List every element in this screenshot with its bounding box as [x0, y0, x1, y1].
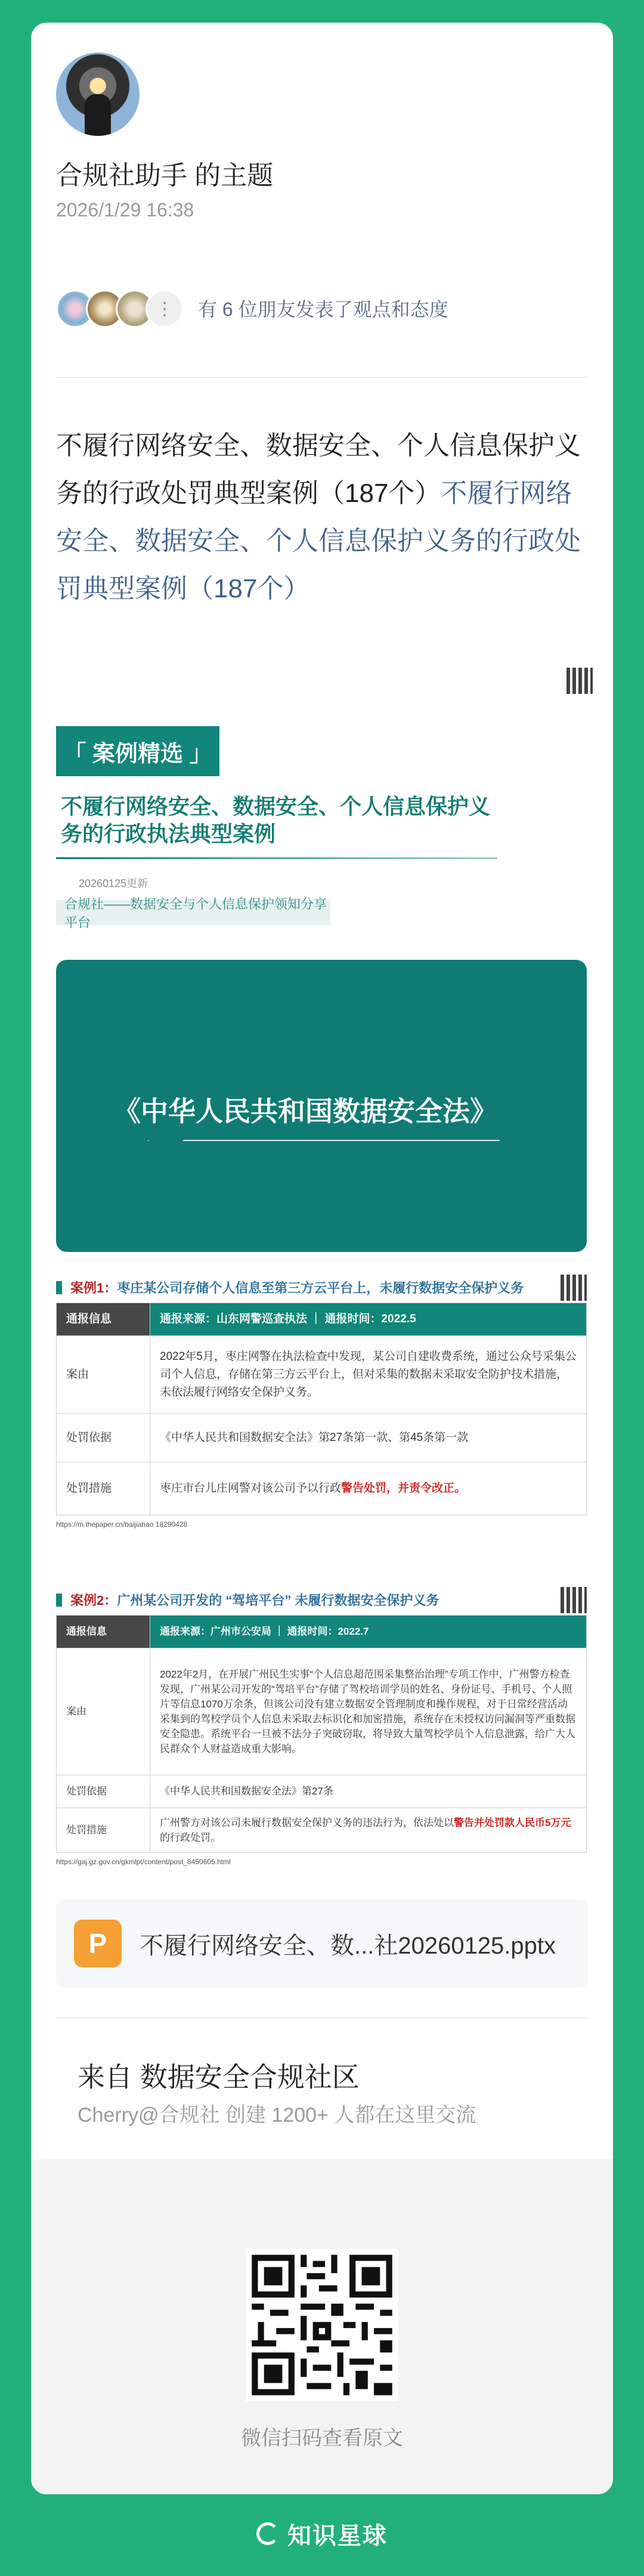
slide-heading: 不履行网络安全、数据安全、个人信息保护义务的行政执法典型案例 [61, 794, 491, 846]
case-table [56, 1615, 587, 1853]
table-cell: 处罚措施 [57, 1462, 150, 1515]
qr-code-icon [561, 1587, 587, 1613]
table-row [57, 1462, 587, 1515]
case-title: 广州某公司开发的 “驾培平台” 未履行数据安全保护义务 [117, 1593, 439, 1608]
planet-logo-icon [256, 2522, 279, 2545]
divider [56, 857, 497, 859]
law-banner-image[interactable] [56, 960, 587, 1252]
heading-marker [56, 1281, 62, 1294]
banner-line [148, 1140, 500, 1141]
table-cell [150, 1462, 587, 1515]
wechat-qr-code[interactable] [246, 2249, 398, 2401]
table-cell: 《中华人民共和国数据安全法》第27条第一款、第45条第一款 [150, 1414, 587, 1462]
heading-marker [56, 1594, 62, 1607]
qr-code-icon [561, 1275, 587, 1301]
table-cell: 《中华人民共和国数据安全法》第27条 [150, 1775, 587, 1808]
qr-hint: 微信扫码查看原文 [241, 2427, 403, 2450]
table-cell [150, 1808, 587, 1853]
penalty-highlight: 警告处罚，并责令改正。 [341, 1482, 466, 1495]
penalty-highlight: 警告并处罚款人民币5万元 [454, 1817, 571, 1828]
post-title [56, 422, 593, 613]
slide-badge: 合规社——数据安全与个人信息保护领知分享平台 [56, 900, 330, 925]
case-1-image[interactable] [56, 1278, 587, 1529]
community-name[interactable]: 来自 数据安全合规社区 [78, 2062, 360, 2093]
cover-slide-image[interactable] [56, 655, 593, 953]
post-title-link[interactable]: 不履行网络安全、数据安全、个人信息保护义务的行政处罚典型案例（187个） [56, 479, 581, 603]
table-row [57, 1414, 587, 1462]
case-2-image[interactable] [56, 1591, 587, 1866]
friend-avatars[interactable] [56, 290, 184, 328]
table-row [57, 1336, 587, 1414]
table-row [57, 1775, 587, 1808]
community-info: Cherry@合规社 创建 1200+ 人都在这里交流 [78, 2104, 476, 2126]
table-cell: 处罚措施 [57, 1808, 150, 1853]
case-heading [56, 1278, 587, 1297]
case-tag: 「 案例精选 」 [56, 726, 219, 776]
qr-section [31, 2159, 613, 2494]
case-heading [56, 1591, 587, 1609]
table-cell: 通报来源：广州市公安局 ｜ 通报时间：2022.7 [150, 1616, 587, 1648]
table-row [57, 1303, 587, 1336]
footer-brand-name: 知识星球 [287, 2522, 388, 2549]
table-row [57, 1616, 587, 1648]
table-row [57, 1648, 587, 1775]
post-timestamp: 2026/1/29 16:38 [56, 199, 194, 221]
source-url: https://gaj.gz.gov.cn/gkmlpt/content/post_8450605.html [56, 1858, 231, 1866]
table-cell: 2022年2月，在开展广州民生实事“个人信息超范围采集整治治理”专项工作中，广州警方检查发现，广州某公司开发的“驾培平台”存储了驾校培训学员的姓名、身份证号、手机号、个人照片等信息1070万余条，但该公司没有建立数据安全管理制度和操作规程，对于日常经营活动采集到的驾校学员个人信息未采取去标识化和加密措施，系统存在未授权访问漏洞等严重数据安全隐患。系统平台一旦被不法分子突破窃取，将导致大量驾校学员个人信息泄露，给广大人民群众个人财益造成重大影响。 [150, 1648, 587, 1775]
footer-brand [0, 2510, 644, 2558]
cell-text: 广州警方对该公司未履行数据安全保护义务的违法行为，依法处以 [160, 1817, 454, 1828]
slide-updated-date: 20260125更新 [79, 878, 148, 889]
case-title: 枣庄某公司存储个人信息至第三方云平台上，未履行数据安全保护义务 [117, 1281, 524, 1295]
post-card [31, 23, 613, 2494]
cell-text: 的行政处罚。 [160, 1832, 221, 1843]
attachment-file[interactable] [56, 1899, 588, 1988]
speech-pointer [148, 1140, 184, 1155]
divider [56, 2017, 588, 2019]
table-cell: 通报来源：山东网警巡查执法 ｜ 通报时间：2022.5 [150, 1303, 587, 1336]
table-cell: 处罚依据 [57, 1414, 150, 1462]
author-avatar[interactable] [56, 52, 140, 136]
cell-text: 枣庄市台儿庄网警对该公司予以行政 [160, 1482, 342, 1495]
case-table [56, 1303, 587, 1515]
post-title-text: 不履行网络安全、数据安全、个人信息保护义务的行政处罚典型案例（187个） [56, 431, 581, 508]
case-number: 案例1： [70, 1281, 117, 1295]
more-dots-icon: ⋮ [145, 290, 184, 328]
pptx-file-icon: P [74, 1920, 122, 1967]
table-cell: 通报信息 [57, 1616, 150, 1648]
table-cell: 处罚依据 [57, 1775, 150, 1808]
banner-title: 《中华人民共和国数据安全法》 [113, 1096, 497, 1127]
table-cell: 案由 [57, 1336, 150, 1414]
divider [56, 377, 588, 378]
table-row [57, 1808, 587, 1853]
source-url: https://m.thepaper.cn/baijiahao 18290428 [56, 1520, 188, 1529]
attachment-name[interactable]: 不履行网络安全、数...社20260125.pptx [140, 1932, 556, 1959]
qr-code-icon [566, 668, 593, 694]
friends-opinion-text[interactable]: 有 6 位朋友发表了观点和态度 [198, 299, 448, 320]
qr-code-icon [246, 2249, 398, 2401]
case-number: 案例2： [70, 1593, 117, 1608]
table-cell: 案由 [57, 1648, 150, 1775]
table-cell: 2022年5月，枣庄网警在执法检查中发现，某公司自建收费系统，通过公众号采集公司个人信息，存储在第三方云平台上，但对采集的数据未采取安全防护技术措施，未依法履行网络安全保护义务。 [150, 1336, 587, 1414]
author-topic[interactable]: 合规社助手 的主题 [56, 161, 274, 190]
table-cell: 通报信息 [57, 1303, 150, 1336]
